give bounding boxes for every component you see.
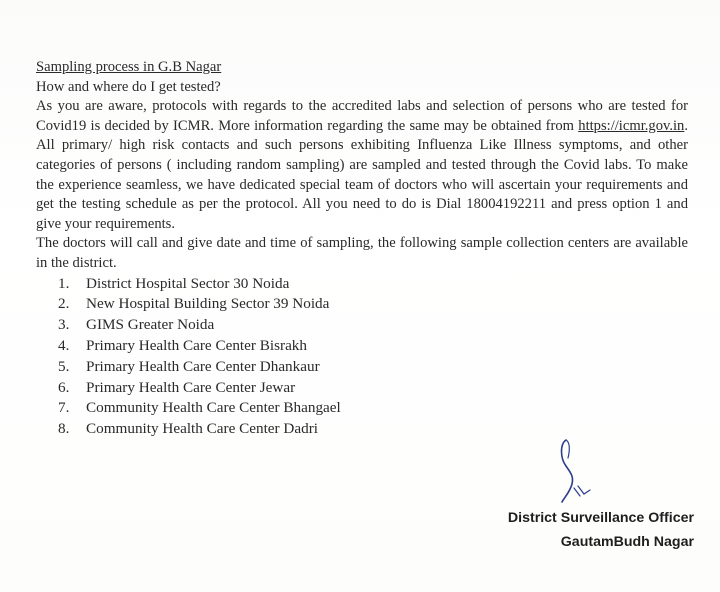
paragraph-centers-intro: The doctors will call and give date and time of sampling, the following sample collection centers are available in the district. <box>36 235 688 271</box>
icmr-link[interactable]: https://icmr.gov.in <box>578 117 685 134</box>
list-item-number: 4. <box>58 336 70 354</box>
list-item-number: 5. <box>58 357 70 375</box>
list-item-name: Community Health Care Center Dadri <box>86 420 318 438</box>
signatory-place: GautamBudh Nagar <box>560 534 694 550</box>
document-title: Sampling process in G.B Nagar <box>36 59 222 75</box>
collection-centers-list <box>36 274 688 440</box>
paragraph-protocol <box>36 97 688 234</box>
list-item-name: Community Health Care Center Bhangael <box>86 399 341 417</box>
list-item-name: New Hospital Building Sector 39 Noida <box>86 295 330 313</box>
list-item-number: 1. <box>58 274 70 292</box>
list-item-name: Primary Health Care Center Bisrakh <box>86 336 307 354</box>
paragraph-protocol-text-2: . All primary/ high risk contacts and such persons exhibiting Influenza Like Illness symptoms, and other categories of persons ( including random sampling) are sampled and tested through the Covid labs. To make the experience seamless, we have dedicated special team of doctors who will ascertain your requirements and get the testing schedule as per the protocol. All you need to do is Dial 18004192211 and press option 1 and give your requirements. <box>36 117 688 232</box>
list-item-number: 7. <box>58 399 70 417</box>
signatory-title: District Surveillance Officer <box>507 510 694 526</box>
list-item-number: 2. <box>58 295 70 313</box>
document-body <box>36 58 688 440</box>
list-item <box>58 336 688 357</box>
list-item-number: 8. <box>58 420 70 438</box>
list-item-number: 6. <box>58 378 70 396</box>
document-subtitle: How and where do I get tested? <box>36 78 221 95</box>
signature-block <box>508 506 694 554</box>
list-item <box>58 274 688 295</box>
list-item <box>58 315 688 336</box>
list-item-name: District Hospital Sector 30 Noida <box>86 274 290 292</box>
list-item-name: Primary Health Care Center Dhankaur <box>86 357 320 375</box>
list-item-name: GIMS Greater Noida <box>86 316 215 334</box>
list-item <box>58 294 688 315</box>
list-item <box>58 378 688 399</box>
paragraph-protocol-text-1: As you are aware, protocols with regards to the accredited labs and selection of persons who are tested for Covid19 is decided by ICMR. More information regarding the same may be obtained from <box>36 98 688 134</box>
list-item <box>58 357 688 378</box>
signature-mark <box>556 436 596 508</box>
list-item-name: Primary Health Care Center Jewar <box>86 378 296 396</box>
list-item <box>58 398 688 419</box>
list-item-number: 3. <box>58 316 70 334</box>
